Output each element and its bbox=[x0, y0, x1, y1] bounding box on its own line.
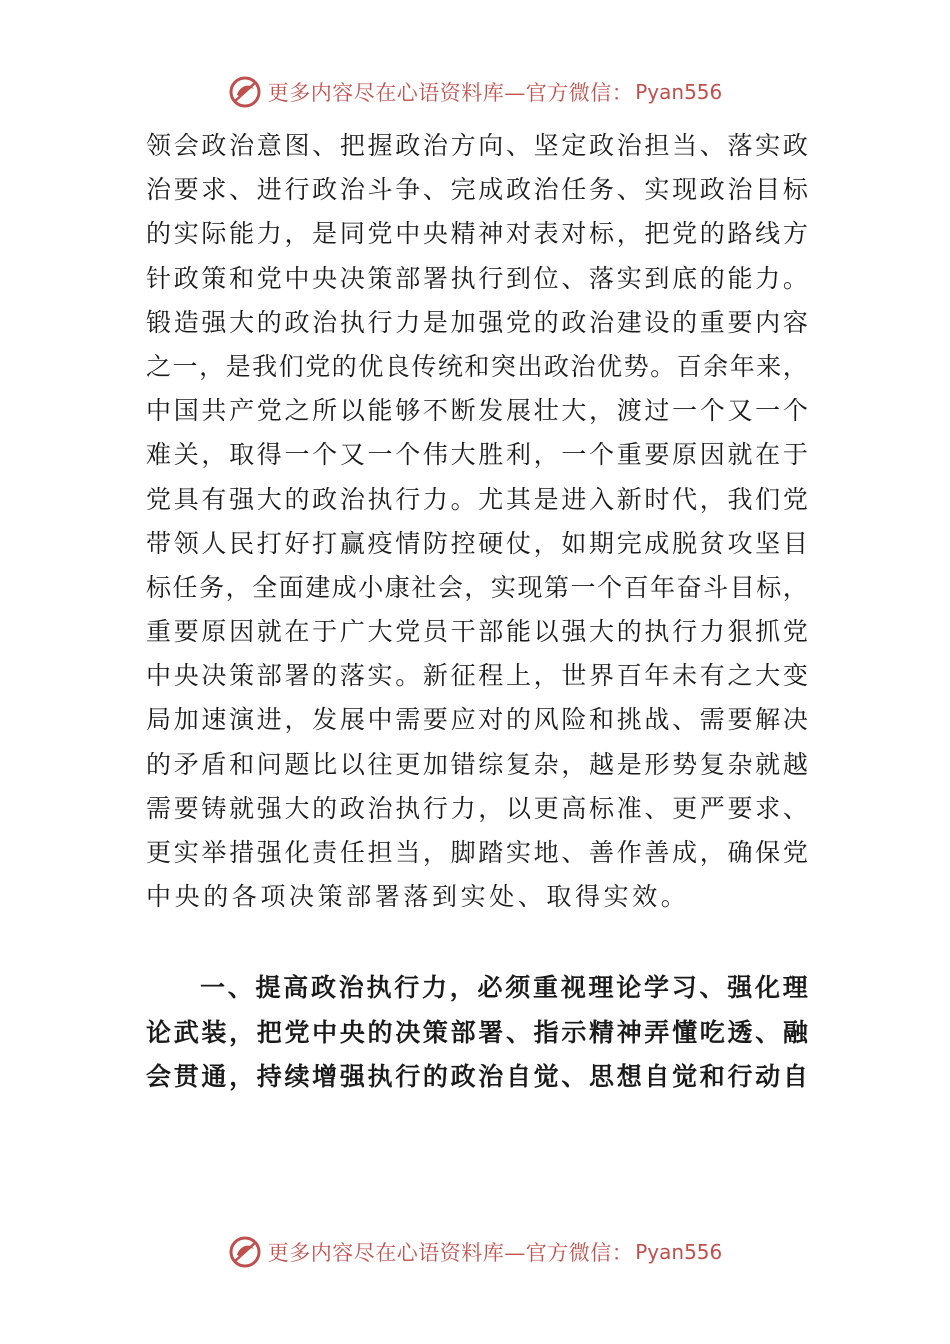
header-banner bbox=[0, 72, 950, 112]
heading-line: 一 、 提 高 政 治 执 行 力 ， 必 须 重 视 理 论 学 习 、 强 化 理 bbox=[200, 973, 808, 1002]
paragraph-line: 标 任 务 ， 全 面 建 成 小 康 社 会 ， 实 现 第 一 个 百 年 奋 斗 目 标 ， bbox=[146, 572, 808, 602]
heading-line: 会 贯 通 ， 持 续 增 强 执 行 的 政 治 自 觉 、 思 想 自 觉 和 行 动 自 bbox=[146, 1062, 808, 1091]
paragraph-line: 之 一 ， 是 我 们 党 的 优 良 传 统 和 突 出 政 治 优 势 。 百 余 年 来 ， bbox=[146, 351, 808, 381]
wechat-id: Pyan556 bbox=[635, 80, 723, 104]
paragraph-line: 重 要 原 因 就 在 于 广 大 党 员 干 部 能 以 强 大 的 执 行 力 狠 抓 党 bbox=[146, 617, 808, 647]
paragraph-line: 更 实 举 措 强 化 责 任 担 当 ， 脚 踏 实 地 、 善 作 善 成 ， 确 保 党 bbox=[146, 838, 808, 867]
paragraph-line: 领 会 政 治 意 图 、 把 握 政 治 方 向 、 坚 定 政 治 担 当 、 落 实 政 bbox=[146, 131, 808, 160]
body-paragraph bbox=[146, 124, 808, 919]
paragraph-line: 的 矛 盾 和 问 题 比 以 往 更 加 错 综 复 杂 ， 越 是 形 势 复 杂 就 越 bbox=[146, 749, 808, 779]
paragraph-line: 难 关 ， 取 得 一 个 又 一 个 伟 大 胜 利 ， 一 个 重 要 原 因 就 在 于 bbox=[146, 440, 808, 470]
paragraph-line: 针 政 策 和 党 中 央 决 策 部 署 执 行 到 位 、 落 实 到 底 的 能 力 。 bbox=[146, 263, 808, 293]
wechat-id: Pyan556 bbox=[635, 1240, 723, 1264]
paragraph-line: 需 要 铸 就 强 大 的 政 治 执 行 力 ， 以 更 高 标 准 、 更 严 要 求 、 bbox=[146, 793, 808, 823]
footer-banner bbox=[0, 1232, 950, 1272]
banner-text: 更多内容尽在心语资料库—官方微信： bbox=[267, 81, 634, 105]
section-heading bbox=[146, 966, 808, 1100]
paragraph-line: 的 实 际 能 力 ， 是 同 党 中 央 精 神 对 表 对 标 ， 把 党 的 路 线 方 bbox=[146, 219, 808, 249]
logo-icon bbox=[228, 75, 262, 109]
paragraph-line: 中央的各项决策部署落到实处、取得实效。 bbox=[146, 882, 690, 912]
logo-icon bbox=[228, 1235, 262, 1269]
paragraph-line: 中 国 共 产 党 之 所 以 能 够 不 断 发 展 壮 大 ， 渡 过 一 个 又 一 个 bbox=[146, 396, 808, 426]
paragraph-line: 治 要 求 、 进 行 政 治 斗 争 、 完 成 政 治 任 务 、 实 现 政 治 目 标 bbox=[146, 175, 808, 205]
paragraph-line: 党 具 有 强 大 的 政 治 执 行 力 。 尤 其 是 进 入 新 时 代 ， 我 们 党 bbox=[146, 484, 808, 514]
banner-text: 更多内容尽在心语资料库—官方微信： bbox=[267, 1241, 634, 1265]
paragraph-line: 带 领 人 民 打 好 打 赢 疫 情 防 控 硬 仗 ， 如 期 完 成 脱 贫 攻 坚 目 bbox=[146, 528, 808, 558]
paragraph-line: 局 加 速 演 进 ， 发 展 中 需 要 应 对 的 风 险 和 挑 战 、 需 要 解 决 bbox=[146, 705, 808, 735]
heading-line: 论 武 装 ， 把 党 中 央 的 决 策 部 署 、 指 示 精 神 弄 懂 吃 透 、 融 bbox=[146, 1017, 808, 1047]
paragraph-line: 中 央 决 策 部 署 的 落 实 。 新 征 程 上 ， 世 界 百 年 未 有 之 大 变 bbox=[146, 661, 808, 691]
paragraph-line: 锻 造 强 大 的 政 治 执 行 力 是 加 强 党 的 政 治 建 设 的 重 要 内 容 bbox=[146, 307, 808, 337]
